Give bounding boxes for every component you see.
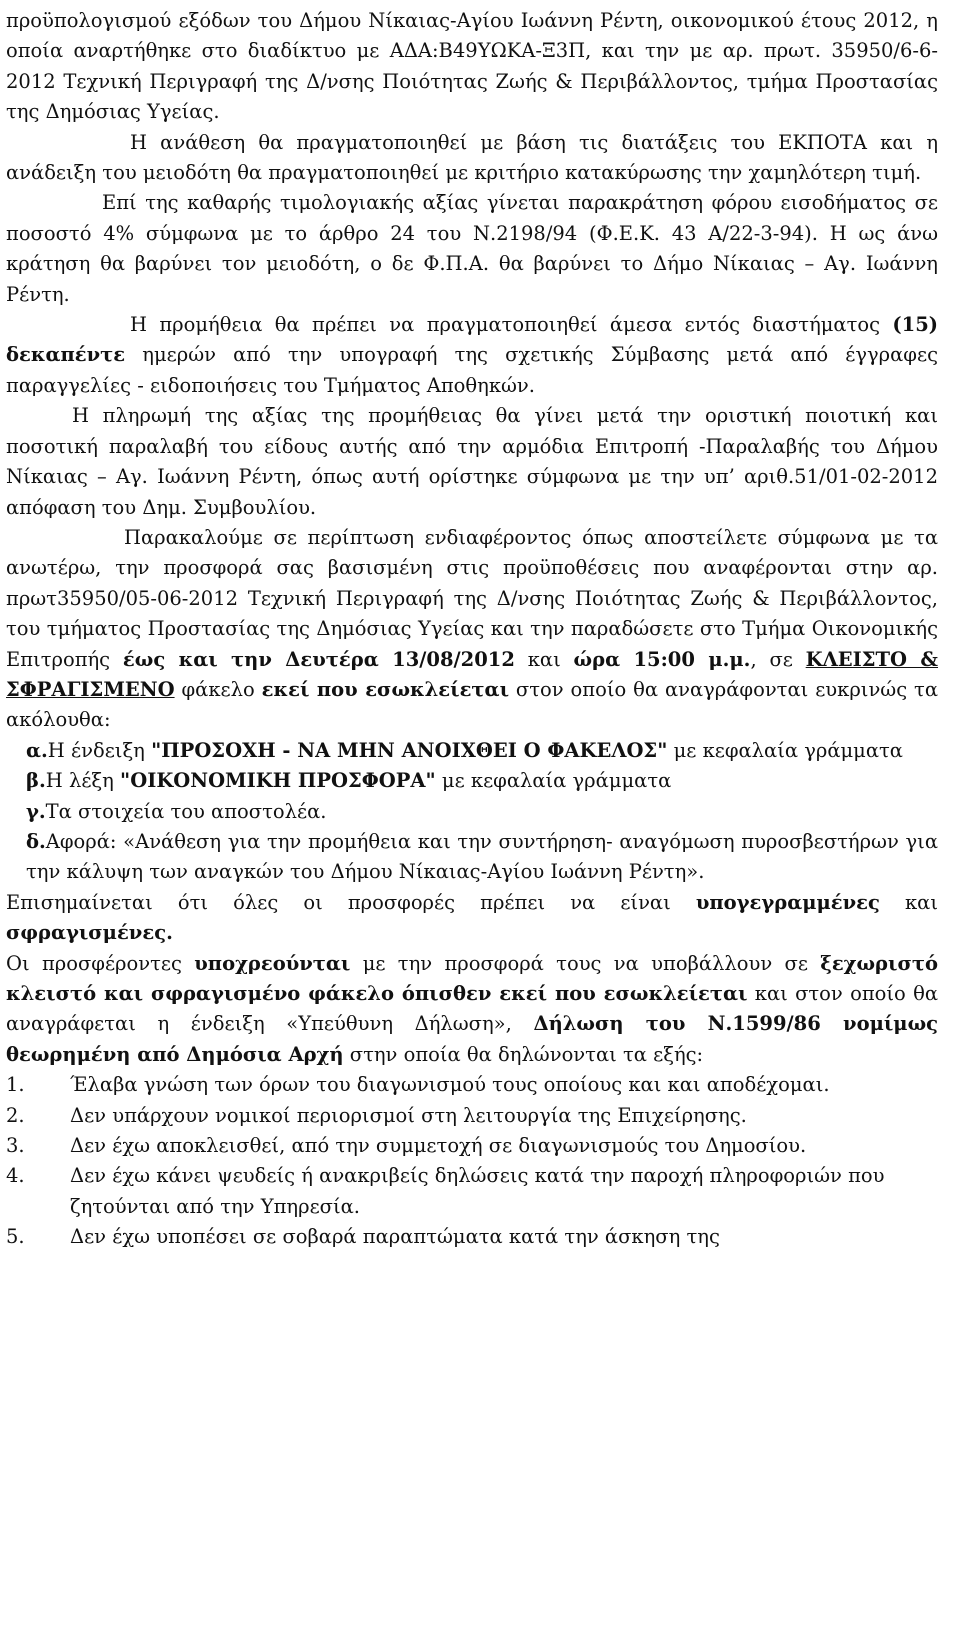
- item-text: Τα στοιχεία του αποστολέα.: [45, 799, 327, 823]
- submission-text-e: , σε: [750, 647, 806, 671]
- signed-text-a: Επισημαίνεται ότι όλες οι προσφορές πρέπει να είναι: [6, 890, 696, 914]
- sealed-envelope-text: ΚΛΕΙΣΤΟ & ΣΦΡΑΓΙΣΜΕΝΟ: [6, 647, 939, 701]
- item-text-tail: με κεφαλαία γράμματα: [435, 769, 672, 793]
- paragraph-declaration-intro: [6, 949, 938, 1071]
- list-item-number: 5.: [6, 1225, 25, 1249]
- paragraph-signed-sealed: [6, 888, 938, 949]
- list-item-text: Δεν έχω κάνει ψευδείς ή ανακριβείς δηλώσεις κατά την παροχή πληροφοριών που ζητούνται από την Υπηρεσία.: [70, 1164, 885, 1218]
- list-item-text: Δεν έχω αποκλεισθεί, από την συμμετοχή σε διαγωνισμούς του Δημοσίου.: [70, 1134, 807, 1158]
- list-item-number: 1.: [6, 1073, 25, 1097]
- law-declaration-text: Δήλωση του Ν.1599/86 νομίμως θεωρημένη από Δημόσια Αρχή: [6, 1012, 939, 1066]
- item-text: Η λέξη: [45, 769, 121, 793]
- list-item: [6, 1101, 938, 1131]
- paragraph-tax-withholding: Επί της καθαρής τιμολογιακής αξίας γίνεται παρακράτηση φόρου εισοδήματος σε ποσοστό 4% σύμφωνα με το άρθρο 24 του Ν.2198/94 (Φ.Ε.Κ. 43 Α/22-3-94). Η ως άνω κράτηση θα βαρύνει τον μειοδότη, ο δε Φ.Π.Α. θα βαρύνει το Δήμο Νίκαιας – Αγ. Ιωάννη Ρέντη.: [6, 191, 938, 306]
- delivery-text-a: Η προμήθεια θα πρέπει να πραγματοποιηθεί άμεσα εντός διαστήματος: [130, 313, 893, 337]
- envelope-item-c: [6, 797, 938, 827]
- submission-text-i: στον οποίο θα αναγράφονται ευκρινώς τα ακόλουθα:: [6, 677, 938, 732]
- list-item: [6, 1222, 938, 1252]
- item-text: Αφορά: «Ανάθεση για την προμήθεια και την συντήρηση- αναγόμωση πυροσβεστήρων για την κάλυψη των αναγκών του Δήμου Νίκαιας-Αγίου Ιωάννη Ρέντη».: [26, 829, 938, 884]
- list-item: [6, 1070, 938, 1100]
- submission-deadline-date: έως και την Δευτέρα 13/08/2012: [122, 647, 515, 671]
- list-item: [6, 1161, 938, 1222]
- paragraph-award-criteria: Η ανάθεση θα πραγματοποιηθεί με βάση τις διατάξεις του ΕΚΠΟΤΑ και η ανάδειξη του μειοδότη θα πραγματοποιηθεί με κριτήριο κατακύρωσης την χαμηλότερη τιμή.: [6, 130, 938, 185]
- submission-text-a: Παρακαλούμε σε περίπτωση ενδιαφέροντος όπως αποστείλετε σύμφωνα με τα ανωτέρω, την προσφορά σας βασισμένη στις προϋποθέσεις που αναφέρονται στην αρ. πρωτ35950/05-06-2012 Τεχνική Περιγραφή της Δ/νσης Ποιότητας Ζωής & Περιβάλλοντος, του τμήματος Προστασίας της Δημόσιας Υγείας και την παραδώσετε στο Τμήμα Οικονομικής Επιτροπής: [6, 525, 938, 671]
- delivery-days: (15) δεκαπέντε: [6, 313, 938, 367]
- list-item-text: Έλαβα γνώση των όρων του διαγωνισμού τους οποίους και και αποδέχομαι.: [70, 1073, 830, 1097]
- envelope-item-b: [6, 766, 938, 796]
- envelope-item-d: [6, 827, 938, 888]
- paragraph-delivery-deadline: [6, 310, 938, 401]
- list-item-number: 4.: [6, 1164, 25, 1188]
- item-marker: β.: [26, 769, 46, 793]
- envelope-item-a: [6, 736, 938, 766]
- item-marker: δ.: [26, 829, 46, 853]
- list-item-number: 2.: [6, 1103, 25, 1127]
- signed-word: υπογεγραμμένες: [695, 890, 880, 914]
- signed-text-c: και: [879, 890, 938, 914]
- paragraph-payment: Η πληρωμή της αξίας της προμήθειας θα γίνει μετά την οριστική ποιοτική και ποσοτική παραλαβή του είδους αυτής από την αρμόδια Επιτροπή -Παραλαβής του Δήμου Νίκαιας – Αγ. Ιωάννη Ρέντη, όπως αυτή ορίστηκε σύμφωνα με την υπ’ αριθ.51/01-02-2012 απόφαση του Δημ. Συμβουλίου.: [6, 404, 938, 519]
- enclosed-text: εκεί που εσωκλείεται: [261, 677, 509, 701]
- list-item-text: Δεν υπάρχουν νομικοί περιορισμοί στη λειτουργία της Επιχείρησης.: [70, 1103, 747, 1127]
- item-marker: α.: [26, 738, 48, 762]
- delivery-text-c: ημερών από την υπογραφή της σχετικής Σύμβασης μετά από έγγραφες παραγγελίες - ειδοποιήσεις του Τμήματος Αποθηκών.: [6, 343, 938, 397]
- item-bold-text: "ΟΙΚΟΝΟΜΙΚΗ ΠΡΟΣΦΟΡΑ": [120, 769, 436, 793]
- sealed-word: σφραγισμένες.: [6, 921, 173, 945]
- paragraph-budget: προϋπολογισμού εξόδων του Δήμου Νίκαιας-Αγίου Ιωάννη Ρέντη, οικονομικού έτους 2012, η οποία αναρτήθηκε στο διαδίκτυο με ΑΔΑ:Β49ΥΩΚΑ-Ξ3Π, και την με αρ. πρωτ. 35950/6-6-2012 Τεχνική Περιγραφή της Δ/νσης Ποιότητας Ζωής & Περιβάλλοντος, τμήμα Προστασίας της Δημόσιας Υγείας.: [6, 9, 938, 124]
- submission-deadline-time: ώρα 15:00 μ.μ.: [573, 647, 751, 671]
- item-text: Η ένδειξη: [47, 738, 152, 762]
- declaration-text-a: Οι προσφέροντες: [6, 951, 195, 975]
- item-marker: γ.: [26, 799, 46, 823]
- declaration-text-g: στην οποία θα δηλώνονται τα εξής:: [343, 1042, 704, 1066]
- item-bold-text: "ΠΡΟΣΟΧΗ - ΝΑ ΜΗΝ ΑΝΟΙΧΘΕΙ Ο ΦΑΚΕΛΟΣ": [151, 738, 668, 762]
- list-item-number: 3.: [6, 1134, 25, 1158]
- separate-envelope-text: ξεχωριστό κλειστό και σφραγισμένο φάκελο όπισθεν εκεί που εσωκλείεται: [6, 951, 938, 1005]
- declaration-text-e: και στον οποίο θα αναγράφεται η ένδειξη «Υπεύθυνη Δήλωση»,: [6, 982, 938, 1036]
- list-item: [6, 1131, 938, 1161]
- obliged-word: υποχρεούνται: [194, 951, 351, 975]
- document-page: [6, 6, 938, 1253]
- paragraph-submission-instructions: [6, 523, 938, 736]
- declarations-list: [6, 1070, 938, 1252]
- declaration-text-c: με την προσφορά τους να υποβάλλουν σε: [350, 951, 821, 975]
- list-item-text: Δεν έχω υποπέσει σε σοβαρά παραπτώματα κατά την άσκηση της: [70, 1225, 720, 1249]
- item-text-tail: με κεφαλαία γράμματα: [667, 738, 903, 762]
- submission-text-g: φάκελο: [174, 677, 262, 701]
- submission-text-c: και: [514, 647, 574, 671]
